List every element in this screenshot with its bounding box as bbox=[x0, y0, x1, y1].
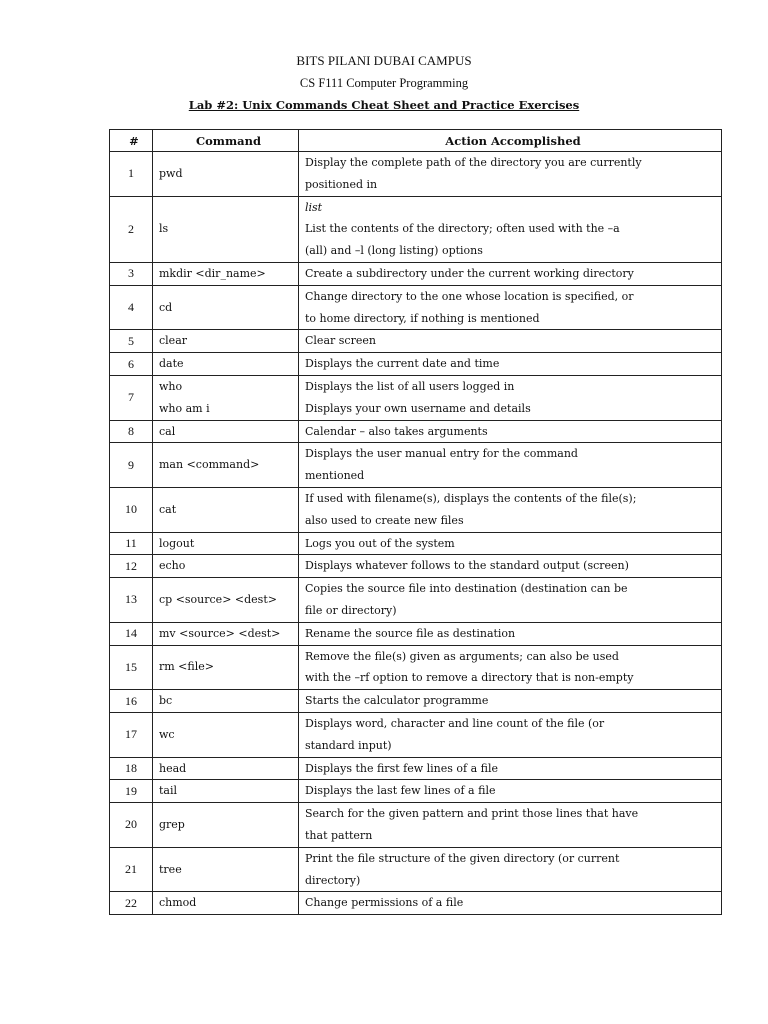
command-cell bbox=[153, 375, 299, 420]
table-header-row bbox=[110, 130, 722, 152]
command-text: wc bbox=[159, 727, 175, 741]
table-row bbox=[110, 555, 722, 578]
command-text: cal bbox=[159, 424, 176, 438]
document-header bbox=[0, 50, 768, 116]
action-text: Create a subdirectory under the current working directory bbox=[305, 266, 634, 280]
action-text: Displays whatever follows to the standard output (screen) bbox=[305, 559, 629, 573]
table-row bbox=[110, 532, 722, 555]
action-text: Displays your own username and details bbox=[305, 401, 531, 415]
table-row bbox=[110, 847, 722, 892]
action-text: directory) bbox=[305, 873, 361, 887]
command-text: tree bbox=[159, 862, 182, 876]
command-cell bbox=[153, 532, 299, 555]
command-cell bbox=[153, 712, 299, 757]
command-text: head bbox=[159, 761, 187, 775]
action-cell bbox=[299, 487, 722, 532]
action-text: Clear screen bbox=[305, 334, 376, 348]
action-cell bbox=[299, 330, 722, 353]
row-number: 13 bbox=[110, 578, 153, 623]
action-text: standard input) bbox=[305, 738, 392, 752]
course-title: CS F111 Computer Programming bbox=[299, 76, 469, 90]
command-cell bbox=[153, 152, 299, 197]
action-cell bbox=[299, 285, 722, 330]
row-number: 7 bbox=[110, 375, 153, 420]
action-cell bbox=[299, 196, 722, 262]
table-row bbox=[110, 375, 722, 420]
command-cell bbox=[153, 420, 299, 443]
row-number: 5 bbox=[110, 330, 153, 353]
command-text: tail bbox=[159, 784, 178, 798]
command-cell bbox=[153, 847, 299, 892]
command-text: grep bbox=[159, 818, 185, 831]
row-number: 4 bbox=[110, 285, 153, 330]
command-text: pwd bbox=[159, 166, 183, 180]
command-text: echo bbox=[159, 559, 186, 573]
command-cell bbox=[153, 330, 299, 353]
action-text: Displays word, character and line count of the file (or bbox=[305, 716, 605, 730]
command-text: cd bbox=[159, 300, 173, 314]
action-cell bbox=[299, 803, 722, 848]
command-text: cp <source> <dest> bbox=[159, 593, 277, 607]
command-cell bbox=[153, 690, 299, 713]
action-cell bbox=[299, 892, 722, 915]
action-cell bbox=[299, 262, 722, 285]
action-text: Print the file structure of the given directory (or current bbox=[305, 851, 620, 865]
table-row bbox=[110, 892, 722, 915]
row-number: 12 bbox=[110, 555, 153, 578]
action-text: mentioned bbox=[305, 469, 365, 483]
action-cell bbox=[299, 578, 722, 623]
action-text: that pattern bbox=[305, 828, 373, 842]
action-text: If used with filename(s), displays the contents of the file(s); bbox=[305, 491, 637, 505]
command-text: clear bbox=[159, 334, 188, 348]
action-text: Rename the source file as destination bbox=[305, 626, 516, 640]
action-text: positioned in bbox=[305, 177, 378, 191]
row-number: 3 bbox=[110, 262, 153, 285]
command-cell bbox=[153, 645, 299, 690]
table-row bbox=[110, 420, 722, 443]
command-cell bbox=[153, 443, 299, 488]
command-text: chmod bbox=[159, 896, 197, 910]
command-text: date bbox=[159, 357, 184, 371]
action-cell bbox=[299, 757, 722, 780]
action-cell bbox=[299, 712, 722, 757]
action-text: Change directory to the one whose location is specified, or bbox=[305, 289, 634, 303]
table-row bbox=[110, 690, 722, 713]
table-row bbox=[110, 757, 722, 780]
action-cell bbox=[299, 690, 722, 713]
action-cell bbox=[299, 152, 722, 197]
command-cell bbox=[153, 892, 299, 915]
action-cell bbox=[299, 622, 722, 645]
action-text: Calendar – also takes arguments bbox=[305, 424, 488, 438]
row-number: 9 bbox=[110, 443, 153, 488]
table-row bbox=[110, 443, 722, 488]
table-row bbox=[110, 712, 722, 757]
command-cell bbox=[153, 622, 299, 645]
table-row bbox=[110, 262, 722, 285]
column-header-action: Action Accomplished bbox=[299, 130, 722, 152]
row-number: 1 bbox=[110, 152, 153, 197]
action-text: Change permissions of a file bbox=[305, 896, 464, 910]
command-text: mkdir <dir_name> bbox=[159, 266, 266, 280]
action-text: also used to create new files bbox=[305, 513, 464, 527]
command-cell bbox=[153, 487, 299, 532]
table-row bbox=[110, 622, 722, 645]
row-number: 22 bbox=[110, 892, 153, 915]
command-cell bbox=[153, 262, 299, 285]
command-text: bc bbox=[159, 694, 173, 708]
table-row bbox=[110, 780, 722, 803]
action-text: Displays the list of all users logged in bbox=[305, 379, 515, 393]
row-number: 2 bbox=[110, 196, 153, 262]
action-text: Copies the source file into destination (destination can be bbox=[305, 582, 628, 596]
command-cell bbox=[153, 285, 299, 330]
row-number: 8 bbox=[110, 420, 153, 443]
action-text: Displays the user manual entry for the command bbox=[305, 447, 578, 461]
table-row bbox=[110, 285, 722, 330]
command-cell bbox=[153, 353, 299, 376]
action-cell bbox=[299, 555, 722, 578]
action-text: Displays the first few lines of a file bbox=[305, 761, 498, 775]
table-row bbox=[110, 353, 722, 376]
action-text: List the contents of the directory; often used with the –a bbox=[305, 222, 620, 236]
action-text: (all) and –l (long listing) options bbox=[305, 244, 483, 258]
action-text: Display the complete path of the directory you are currently bbox=[305, 156, 642, 169]
action-text: to home directory, if nothing is mentioned bbox=[305, 311, 540, 325]
column-header-number: # bbox=[110, 130, 153, 152]
commands-table bbox=[109, 129, 722, 915]
action-cell bbox=[299, 532, 722, 555]
table-row bbox=[110, 803, 722, 848]
lab-title: Lab #2: Unix Commands Cheat Sheet and Practice Exercises bbox=[188, 98, 580, 112]
table-row bbox=[110, 645, 722, 690]
command-cell bbox=[153, 578, 299, 623]
command-text: who am i bbox=[159, 401, 210, 415]
row-number: 11 bbox=[110, 532, 153, 555]
row-number: 18 bbox=[110, 757, 153, 780]
command-cell bbox=[153, 196, 299, 262]
table-row bbox=[110, 330, 722, 353]
action-text: Starts the calculator programme bbox=[305, 694, 489, 708]
command-text: ls bbox=[159, 222, 169, 236]
command-text: man <command> bbox=[159, 458, 260, 472]
command-text: rm <file> bbox=[159, 660, 214, 674]
command-text: mv <source> <dest> bbox=[159, 626, 281, 640]
action-text: Logs you out of the system bbox=[305, 536, 455, 550]
table-row bbox=[110, 196, 722, 262]
action-cell bbox=[299, 420, 722, 443]
action-cell bbox=[299, 443, 722, 488]
command-cell bbox=[153, 555, 299, 578]
row-number: 16 bbox=[110, 690, 153, 713]
command-text: cat bbox=[159, 502, 177, 516]
action-text: file or directory) bbox=[305, 603, 397, 617]
action-text: Remove the file(s) given as arguments; can also be used bbox=[305, 649, 619, 663]
action-cell bbox=[299, 645, 722, 690]
action-text: Displays the last few lines of a file bbox=[305, 784, 496, 798]
action-text: Search for the given pattern and print those lines that have bbox=[305, 807, 639, 821]
command-cell bbox=[153, 803, 299, 848]
action-note: list bbox=[305, 200, 323, 214]
action-text: with the –rf option to remove a directory that is non-empty bbox=[305, 671, 634, 685]
column-header-command: Command bbox=[153, 130, 299, 152]
row-number: 19 bbox=[110, 780, 153, 803]
command-text: logout bbox=[159, 536, 195, 550]
action-cell bbox=[299, 847, 722, 892]
campus-name: BITS PILANI DUBAI CAMPUS bbox=[296, 53, 472, 68]
command-cell bbox=[153, 780, 299, 803]
action-cell bbox=[299, 375, 722, 420]
table-row bbox=[110, 152, 722, 197]
row-number: 17 bbox=[110, 712, 153, 757]
row-number: 20 bbox=[110, 803, 153, 848]
row-number: 14 bbox=[110, 622, 153, 645]
command-text: who bbox=[159, 379, 183, 393]
table-row bbox=[110, 487, 722, 532]
action-cell bbox=[299, 353, 722, 376]
action-cell bbox=[299, 780, 722, 803]
command-cell bbox=[153, 757, 299, 780]
row-number: 6 bbox=[110, 353, 153, 376]
row-number: 10 bbox=[110, 487, 153, 532]
table-row bbox=[110, 578, 722, 623]
action-text: Displays the current date and time bbox=[305, 357, 500, 371]
row-number: 15 bbox=[110, 645, 153, 690]
row-number: 21 bbox=[110, 847, 153, 892]
